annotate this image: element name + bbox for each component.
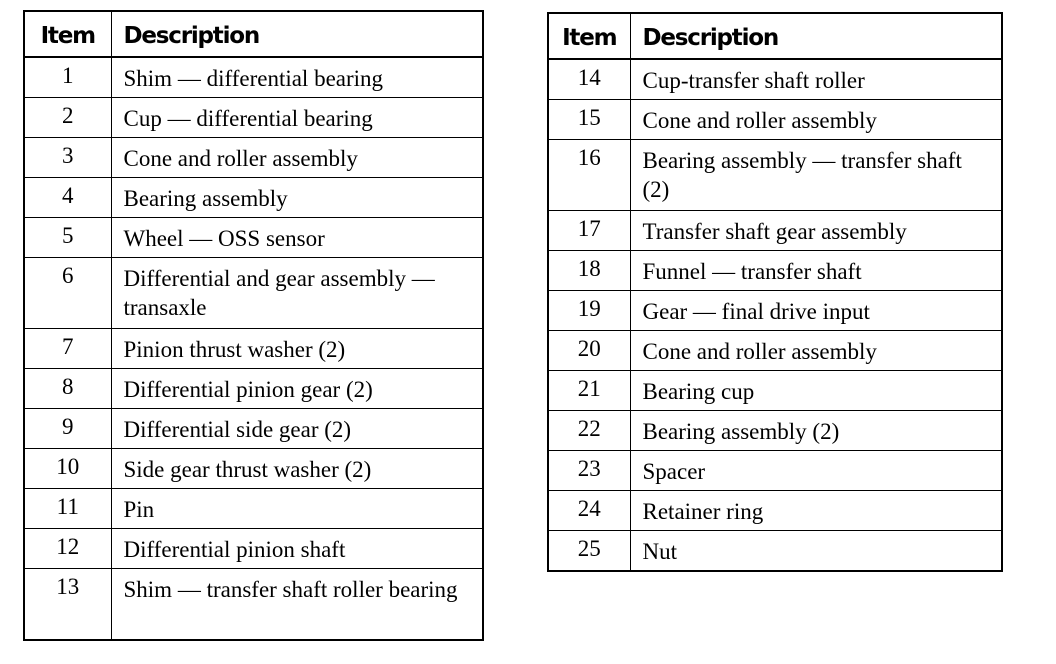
item-number: 1 — [24, 57, 111, 98]
table-row — [548, 59, 1002, 100]
table-row — [24, 529, 483, 569]
item-description: Bearing assembly — transfer shaft (2) — [630, 140, 1002, 211]
item-number: 10 — [24, 449, 111, 489]
item-number: 11 — [24, 489, 111, 529]
table-row — [548, 451, 1002, 491]
table-row — [24, 329, 483, 369]
table-row — [548, 331, 1002, 371]
item-description: Side gear thrust washer (2) — [111, 449, 483, 489]
table-row — [24, 178, 483, 218]
item-description: Wheel — OSS sensor — [111, 218, 483, 258]
table-row — [548, 491, 1002, 531]
item-number: 13 — [24, 569, 111, 641]
item-description: Nut — [630, 531, 1002, 572]
item-number: 24 — [548, 491, 630, 531]
item-number: 7 — [24, 329, 111, 369]
item-description: Differential and gear assembly — transaxle — [111, 258, 483, 329]
item-number: 14 — [548, 59, 630, 100]
item-number: 22 — [548, 411, 630, 451]
item-number: 17 — [548, 211, 630, 251]
table-row — [548, 411, 1002, 451]
table-row — [24, 449, 483, 489]
item-description: Bearing assembly (2) — [630, 411, 1002, 451]
table-row — [24, 218, 483, 258]
item-number: 20 — [548, 331, 630, 371]
item-number: 15 — [548, 100, 630, 140]
table-header-row — [24, 11, 483, 57]
item-description: Pinion thrust washer (2) — [111, 329, 483, 369]
table-row — [24, 569, 483, 641]
item-number: 3 — [24, 138, 111, 178]
item-description: Cup — differential bearing — [111, 98, 483, 138]
item-number: 23 — [548, 451, 630, 491]
table-row — [24, 138, 483, 178]
item-number: 4 — [24, 178, 111, 218]
item-description: Gear — final drive input — [630, 291, 1002, 331]
parts-table-right — [547, 12, 1003, 572]
table-row — [548, 100, 1002, 140]
item-number: 6 — [24, 258, 111, 329]
item-description: Transfer shaft gear assembly — [630, 211, 1002, 251]
description-column-header: Description — [630, 13, 1002, 59]
table-row — [24, 57, 483, 98]
item-description: Bearing cup — [630, 371, 1002, 411]
table-row — [24, 258, 483, 329]
item-number: 9 — [24, 409, 111, 449]
item-description: Shim — differential bearing — [111, 57, 483, 98]
table-row — [548, 371, 1002, 411]
table-row — [24, 98, 483, 138]
table-row — [24, 489, 483, 529]
table-row — [548, 211, 1002, 251]
item-number: 25 — [548, 531, 630, 572]
item-description: Funnel — transfer shaft — [630, 251, 1002, 291]
item-description: Cup-transfer shaft roller — [630, 59, 1002, 100]
item-number: 19 — [548, 291, 630, 331]
item-description: Differential pinion gear (2) — [111, 369, 483, 409]
table-row — [548, 531, 1002, 572]
item-description: Shim — transfer shaft roller bearing — [111, 569, 483, 641]
item-number: 21 — [548, 371, 630, 411]
item-description: Cone and roller assembly — [111, 138, 483, 178]
item-description: Pin — [111, 489, 483, 529]
item-description: Cone and roller assembly — [630, 331, 1002, 371]
item-column-header: Item — [24, 11, 111, 57]
item-description: Differential side gear (2) — [111, 409, 483, 449]
table-row — [24, 409, 483, 449]
table-row — [548, 251, 1002, 291]
item-number: 18 — [548, 251, 630, 291]
description-column-header: Description — [111, 11, 483, 57]
item-description: Spacer — [630, 451, 1002, 491]
item-number: 12 — [24, 529, 111, 569]
table-header-row — [548, 13, 1002, 59]
item-description: Retainer ring — [630, 491, 1002, 531]
item-description: Differential pinion shaft — [111, 529, 483, 569]
item-description: Cone and roller assembly — [630, 100, 1002, 140]
item-number: 16 — [548, 140, 630, 211]
table-row — [548, 140, 1002, 211]
item-number: 2 — [24, 98, 111, 138]
parts-table-left — [23, 10, 484, 641]
item-column-header: Item — [548, 13, 630, 59]
item-number: 5 — [24, 218, 111, 258]
item-description: Bearing assembly — [111, 178, 483, 218]
item-number: 8 — [24, 369, 111, 409]
table-row — [24, 369, 483, 409]
table-row — [548, 291, 1002, 331]
